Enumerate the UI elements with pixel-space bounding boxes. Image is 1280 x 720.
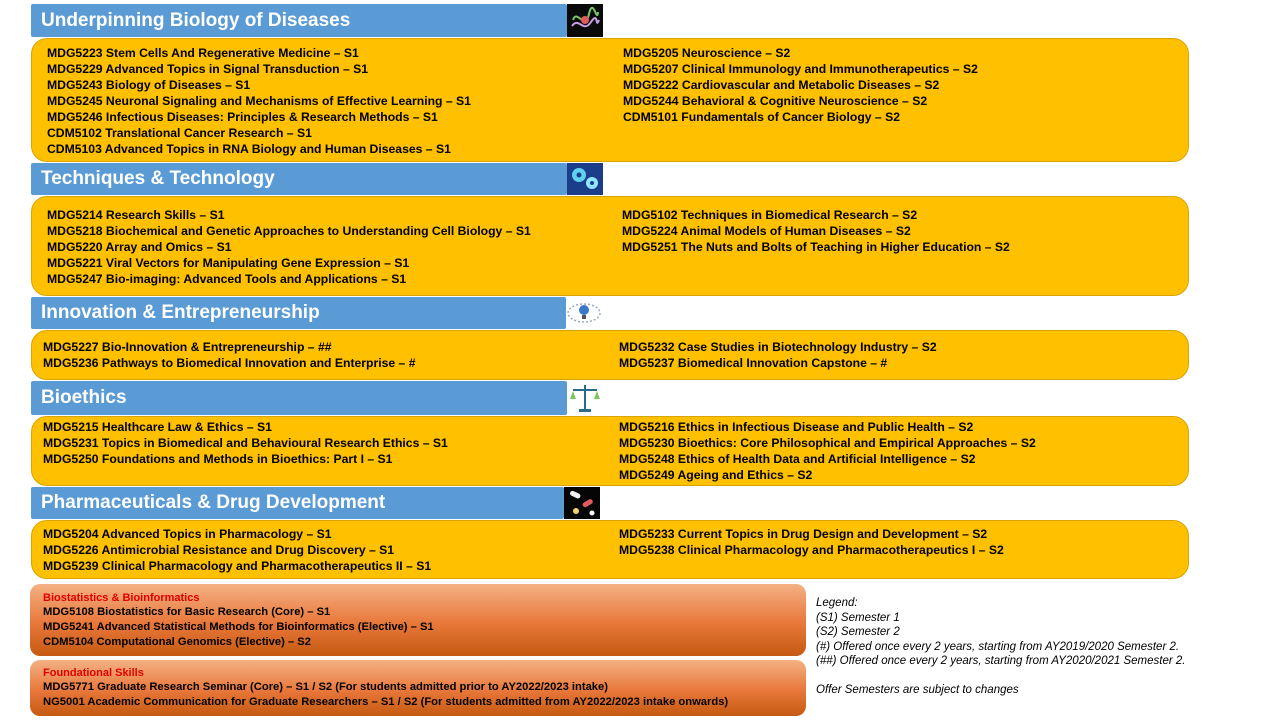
course-item: MDG5220 Array and Omics – S1 — [47, 240, 232, 254]
legend-item: (#) Offered once every 2 years, starting from AY2019/2020 Semester 2. — [816, 640, 1180, 653]
course-item: MDG5227 Bio-Innovation & Entrepreneurship – ## — [43, 340, 332, 354]
course-item: MDG5249 Ageing and Ethics – S2 — [619, 468, 813, 482]
section-header — [31, 163, 567, 195]
legend-title: Legend: — [816, 597, 858, 609]
course-item: MDG5233 Current Topics in Drug Design and Development – S2 — [619, 527, 988, 541]
course-list-right — [623, 45, 978, 125]
protein-structure-icon — [567, 4, 603, 37]
section-header — [31, 297, 566, 329]
legend-item: (##) Offered once every 2 years, starting from AY2020/2021 Semester 2. — [816, 655, 1186, 667]
course-list-left — [47, 45, 471, 157]
legend — [816, 596, 1185, 697]
foundational-skills-box — [30, 660, 806, 716]
legend-note: Offer Semesters are subject to changes — [816, 683, 1019, 696]
section-header — [31, 381, 567, 415]
course-list-left — [47, 207, 531, 287]
course-box — [31, 38, 1189, 162]
biostatistics-box — [30, 584, 806, 656]
course-box — [31, 416, 1189, 486]
section-title: Pharmaceuticals & Drug Development — [41, 492, 386, 513]
course-item: CDM5104 Computational Genomics (Elective) – S2 — [43, 636, 311, 648]
course-item: MDG5215 Healthcare Law & Ethics – S1 — [43, 420, 272, 434]
course-item: CDM5102 Translational Cancer Research – S1 — [47, 126, 312, 140]
course-item: MDG5205 Neuroscience – S2 — [623, 46, 791, 60]
course-item: MDG5207 Clinical Immunology and Immunotherapeutics – S2 — [623, 62, 978, 76]
course-list-left — [43, 526, 431, 574]
course-item: CDM5101 Fundamentals of Cancer Biology – S2 — [623, 110, 900, 124]
biostatistics-list — [43, 605, 434, 650]
course-item: MDG5239 Clinical Pharmacology and Pharmacotherapeutics II – S1 — [43, 559, 432, 573]
foundational-skills-title: Foundational Skills — [43, 667, 144, 679]
course-item: MDG5246 Infectious Diseases: Principles & Research Methods – S1 — [47, 110, 438, 124]
course-box — [31, 330, 1189, 380]
course-item: MDG5221 Viral Vectors for Manipulating Gene Expression – S1 — [47, 256, 410, 270]
course-item: CDM5103 Advanced Topics in RNA Biology and Human Diseases – S1 — [47, 142, 451, 156]
course-item: MDG5238 Clinical Pharmacology and Pharmacotherapeutics I – S2 — [619, 543, 1004, 557]
course-item: MDG5226 Antimicrobial Resistance and Drug Discovery – S1 — [43, 543, 395, 557]
course-item: MDG5250 Foundations and Methods in Bioethics: Part I – S1 — [43, 452, 393, 466]
section-header — [31, 4, 567, 37]
course-item: MDG5251 The Nuts and Bolts of Teaching in Higher Education – S2 — [622, 240, 1010, 254]
course-item: MDG5245 Neuronal Signaling and Mechanisms of Effective Learning – S1 — [47, 94, 471, 108]
course-box — [31, 196, 1189, 296]
course-list-left — [43, 339, 416, 371]
course-item: MDG5231 Topics in Biomedical and Behavioural Research Ethics – S1 — [43, 436, 448, 450]
legend-item: (S1) Semester 1 — [816, 611, 900, 624]
section-header — [31, 487, 564, 519]
biostatistics-title: Biostatistics & Bioinformatics — [43, 592, 200, 604]
course-item: MDG5214 Research Skills – S1 — [47, 208, 225, 222]
foundational-skills-list — [43, 680, 728, 710]
section-title: Bioethics — [41, 387, 127, 408]
course-item: MDG5244 Behavioral & Cognitive Neuroscience – S2 — [623, 94, 928, 108]
course-list-right — [622, 207, 1010, 255]
course-item: MDG5248 Ethics of Health Data and Artificial Intelligence – S2 — [619, 452, 976, 466]
course-item: MDG5243 Biology of Diseases – S1 — [47, 78, 251, 92]
course-box — [31, 520, 1189, 579]
course-item: MDG5224 Animal Models of Human Diseases – S2 — [622, 224, 911, 238]
cell-microscopy-icon — [567, 163, 603, 195]
course-item: MDG5771 Graduate Research Seminar (Core) – S1 / S2 (For students admitted prior to AY2022/2023 intake) — [43, 681, 608, 693]
course-list-right — [619, 419, 1036, 483]
course-item: MDG5236 Pathways to Biomedical Innovation and Enterprise – # — [43, 356, 416, 370]
section-title: Innovation & Entrepreneurship — [41, 302, 320, 323]
legend-spacer — [816, 669, 1185, 683]
course-list-right — [619, 339, 937, 371]
legend-item: (S2) Semester 2 — [816, 626, 900, 638]
course-list-right — [619, 526, 1004, 558]
scales-icon — [567, 381, 603, 415]
course-item: MDG5216 Ethics in Infectious Disease and Public Health – S2 — [619, 420, 974, 434]
course-item: NG5001 Academic Communication for Graduate Researchers – S1 / S2 (For students admitted from AY2022/2023 intake onwards) — [43, 696, 729, 708]
course-item: MDG5223 Stem Cells And Regenerative Medicine – S1 — [47, 46, 359, 60]
course-item: MDG5232 Case Studies in Biotechnology Industry – S2 — [619, 340, 937, 354]
course-item: MDG5222 Cardiovascular and Metabolic Diseases – S2 — [623, 78, 940, 92]
lightbulb-network-icon — [566, 297, 603, 329]
course-item: MDG5229 Advanced Topics in Signal Transduction – S1 — [47, 62, 369, 76]
course-item: MDG5108 Biostatistics for Basic Research (Core) – S1 — [43, 606, 331, 618]
pills-icon — [564, 487, 600, 519]
course-item: MDG5241 Advanced Statistical Methods for Bioinformatics (Elective) – S1 — [43, 621, 434, 633]
course-item: MDG5204 Advanced Topics in Pharmacology – S1 — [43, 527, 332, 541]
course-item: MDG5247 Bio-imaging: Advanced Tools and Applications – S1 — [47, 272, 407, 286]
course-item: MDG5230 Bioethics: Core Philosophical and Empirical Approaches – S2 — [619, 436, 1036, 450]
section-title: Techniques & Technology — [41, 168, 275, 189]
course-item: MDG5218 Biochemical and Genetic Approaches to Understanding Cell Biology – S1 — [47, 224, 531, 238]
course-item: MDG5237 Biomedical Innovation Capstone – # — [619, 356, 888, 370]
course-item: MDG5102 Techniques in Biomedical Research – S2 — [622, 208, 918, 222]
section-title: Underpinning Biology of Diseases — [41, 9, 351, 31]
course-list-left — [43, 419, 448, 467]
